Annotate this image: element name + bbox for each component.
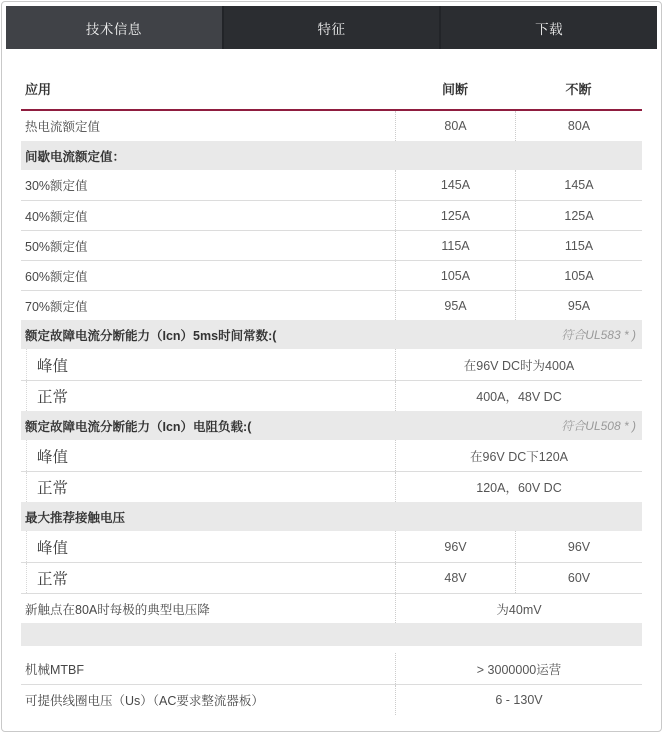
value-cell-intermittent: 115A <box>395 231 515 260</box>
row-label: 30%额定值 <box>25 179 88 193</box>
tab-label: 下载 <box>535 21 564 37</box>
row-label: 可提供线圈电压（Us）（AC要求整流器板） <box>25 694 264 708</box>
table-row <box>21 471 642 502</box>
section-label: 额定故障电流分断能力（Icn）电阻负载:( <box>25 419 252 434</box>
row-label: 新触点在80A时每极的典型电压降 <box>25 602 210 617</box>
value-cell-span: > 3000000运营 <box>395 653 642 684</box>
table-row <box>21 200 642 230</box>
section-header-row <box>21 320 642 349</box>
tab-label: 技术信息 <box>85 21 142 37</box>
row-label: 热电流额定值 <box>25 120 101 134</box>
section-header-row <box>21 623 642 646</box>
value-cell-span: 在96V DC时为400A <box>395 349 642 380</box>
section-label: 最大推荐接触电压 <box>25 510 126 525</box>
tab-bar <box>6 6 657 49</box>
value-cell-continuous: 105A <box>515 261 642 290</box>
table-row <box>21 260 642 290</box>
table-row <box>21 230 642 260</box>
row-label: 60%额定值 <box>25 269 88 284</box>
tab-downloads[interactable] <box>439 6 657 49</box>
spec-card <box>1 1 662 732</box>
row-label: 50%额定值 <box>25 239 88 254</box>
section-label: 额定故障电流分断能力（Icn）5ms时间常数:( <box>25 328 277 343</box>
value-cell-span: 120A，60V DC <box>395 472 642 502</box>
table-row <box>21 562 642 593</box>
table-row <box>21 170 642 200</box>
value-cell-intermittent: 95A <box>395 291 515 320</box>
value-cell-intermittent: 145A <box>395 170 515 200</box>
value-cell-span: 在96V DC下120A <box>395 440 642 471</box>
table-row <box>21 653 642 684</box>
header-intermittent: 间断 <box>441 82 468 97</box>
value-cell-span: 为40mV <box>395 594 642 623</box>
tab-label: 特征 <box>317 21 346 37</box>
row-label: 峰值 <box>26 440 395 471</box>
table-row <box>21 290 642 320</box>
section-header-row <box>21 141 642 170</box>
value-cell-continuous: 115A <box>515 231 642 260</box>
table-row <box>21 440 642 471</box>
value-cell-span: 6 - 130V <box>395 685 642 715</box>
table-row <box>21 531 642 562</box>
table-row <box>21 593 642 623</box>
tab-features[interactable] <box>222 6 440 49</box>
row-label: 正常 <box>26 381 395 411</box>
value-cell-continuous: 145A <box>515 170 642 200</box>
header-application: 应用 <box>25 82 52 97</box>
section-note: 符合UL508 * ) <box>561 419 636 433</box>
row-label: 40%额定值 <box>25 209 88 224</box>
table-body <box>21 111 642 715</box>
section-header-row <box>21 411 642 440</box>
table-row <box>21 380 642 411</box>
row-label: 正常 <box>26 563 395 593</box>
tab-technical-info[interactable] <box>6 6 222 49</box>
value-cell-continuous: 95A <box>515 291 642 320</box>
value-cell-intermittent: 105A <box>395 261 515 290</box>
section-note: 符合UL583 * ) <box>561 328 636 342</box>
spec-table <box>2 49 661 715</box>
row-label: 峰值 <box>26 349 395 380</box>
value-cell-intermittent: 125A <box>395 201 515 230</box>
row-label: 机械MTBF <box>25 662 85 677</box>
value-cell-span: 400A，48V DC <box>395 381 642 411</box>
value-cell-intermittent: 96V <box>395 531 515 562</box>
table-row <box>21 111 642 141</box>
row-label: 峰值 <box>26 531 395 562</box>
table-row <box>21 684 642 715</box>
row-label: 70%额定值 <box>25 299 88 314</box>
section-label: 间歇电流额定值： <box>25 149 126 164</box>
value-cell-continuous: 60V <box>515 563 642 593</box>
value-cell-intermittent: 80A <box>395 111 515 141</box>
section-header-row <box>21 502 642 531</box>
value-cell-continuous: 96V <box>515 531 642 562</box>
table-row <box>21 349 642 380</box>
value-cell-intermittent: 48V <box>395 563 515 593</box>
row-label: 正常 <box>26 472 395 502</box>
value-cell-continuous: 125A <box>515 201 642 230</box>
header-continuous: 不断 <box>565 82 592 97</box>
value-cell-continuous: 80A <box>515 111 642 141</box>
table-header-row <box>21 49 642 111</box>
